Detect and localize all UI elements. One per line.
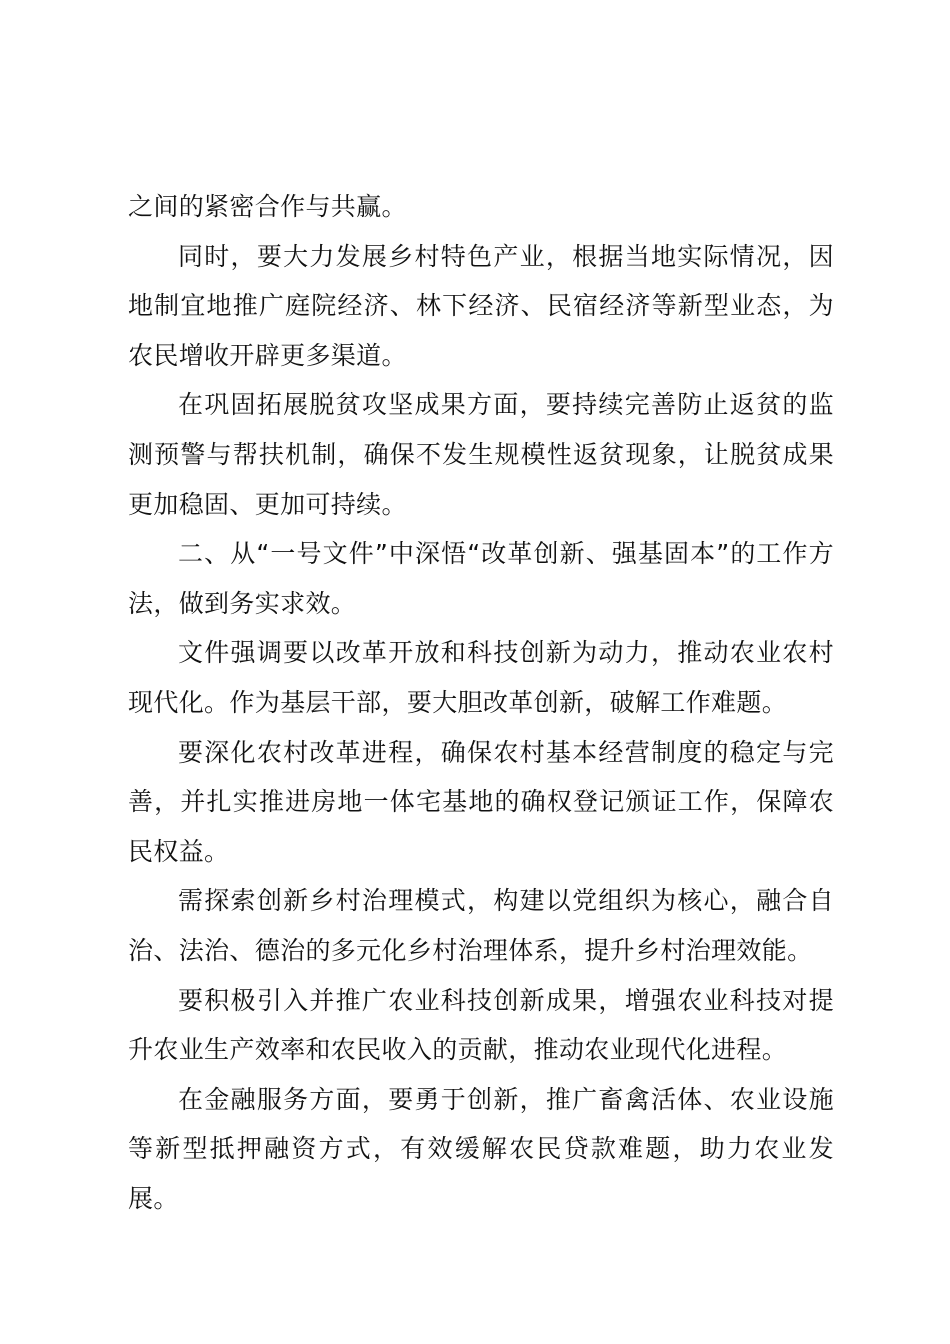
document-body bbox=[128, 182, 834, 1223]
paragraph-rural-governance: 需探索创新乡村治理模式，构建以党组织为核心，融合自治、法治、德治的多元化乡村治理体系，提升乡村治理效能。 bbox=[128, 886, 834, 965]
paragraph-poverty-consolidation: 在巩固拓展脱贫攻坚成果方面，要持续完善防止返贫的监测预警与帮扶机制，确保不发生规模性返贫现象，让脱贫成果更加稳固、更加可持续。 bbox=[128, 390, 834, 519]
paragraph-continuation: 之间的紧密合作与共赢。 bbox=[128, 192, 407, 221]
paragraph-featured-industries: 同时，要大力发展乡村特色产业，根据当地实际情况，因地制宜地推广庭院经济、林下经济、民宿经济等新型业态，为农民增收开辟更多渠道。 bbox=[128, 241, 834, 370]
paragraph-reform-drivers: 文件强调要以改革开放和科技创新为动力，推动农业农村现代化。作为基层干部，要大胆改革创新，破解工作难题。 bbox=[128, 638, 834, 717]
paragraph-agri-technology: 要积极引入并推广农业科技创新成果，增强农业科技对提升农业生产效率和农民收入的贡献，推动农业现代化进程。 bbox=[128, 985, 834, 1065]
paragraph-rural-reform: 要深化农村改革进程，确保农村基本经营制度的稳定与完善，并扎实推进房地一体宅基地的确权登记颁证工作，保障农民权益。 bbox=[128, 737, 834, 866]
paragraph-financial-services: 在金融服务方面，要勇于创新，推广畜禽活体、农业设施等新型抵押融资方式，有效缓解农民贷款难题，助力农业发展。 bbox=[128, 1084, 834, 1213]
section-heading-reform-innovation: 二、从“一号文件”中深悟“改革创新、强基固本”的工作方法，做到务实求效。 bbox=[128, 539, 834, 618]
